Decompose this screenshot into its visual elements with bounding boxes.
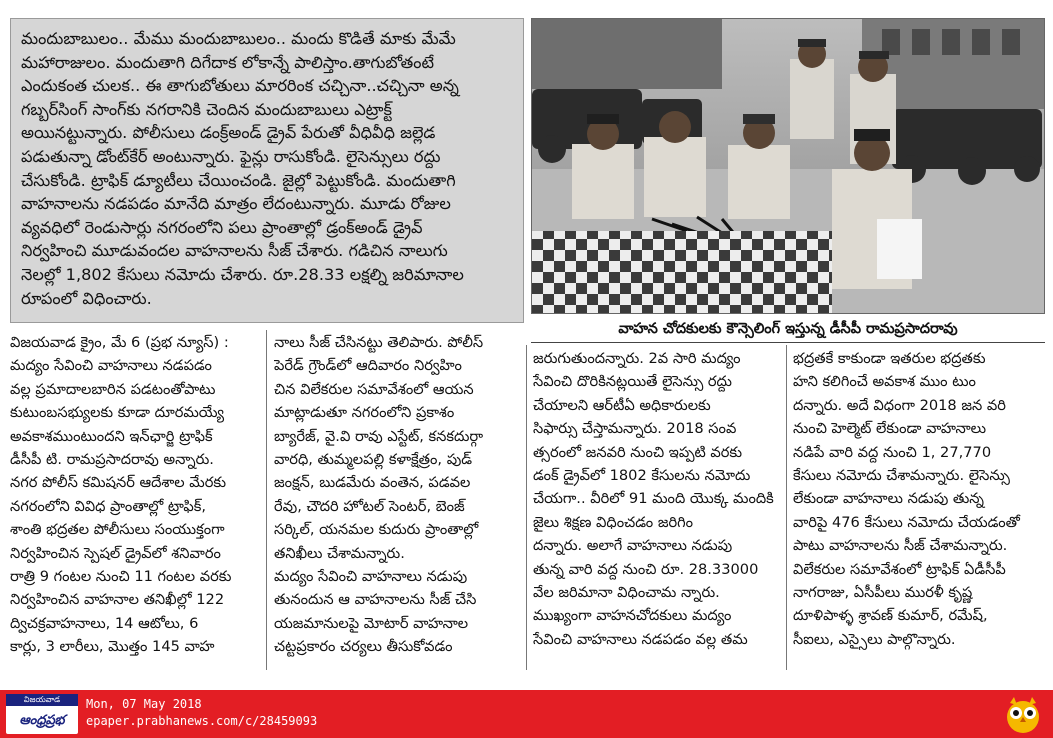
- intro-line: ఎందుకంత చులక.. ఈ తాగుబోతులు మారరింక చచ్చినా..చచ్చినా అన్న: [21, 76, 459, 96]
- article-line: కుటుంబసభ్యులకు కూడా దూరమయ్యే: [10, 404, 225, 422]
- intro-line: చేసుకోండి. ట్రాఫిక్ డ్యూటీలు చేయించండి. జైల్లో పెట్టుకోండి. మందుతాగి: [21, 170, 456, 190]
- article-line: విలేకరుల సమావేశంలో ట్రాఫిక్ ఏడీసీపీ: [793, 560, 1006, 578]
- intro-line: అయినట్టున్నారు. పోలీసులు డంక్ర్‌అండ్ డ్రైవ్ పేరుతో వీధివీధి జల్లెడ: [21, 123, 436, 143]
- article-line: భద్రతకే కాకుండా ఇతరుల భద్రతకు: [793, 350, 986, 367]
- article-line: కేసులు నమోదు చేశామన్నారు. లైసెన్సు: [793, 467, 1010, 485]
- article-line: జంక్షన్, బుడమేరు వంతెన, పడవల: [274, 474, 471, 492]
- article-line: మాట్లాడుతూ నగరంలోని ప్రకాశం: [274, 404, 455, 422]
- intro-line: నెలల్లో 1,802 కేసులు నమోదు చేశారు. రూ.28.33 లక్షల్ని జరిమానాల: [21, 264, 464, 284]
- article-line: తనిఖీలు చేశామన్నారు.: [274, 544, 405, 562]
- article-line: శాంతి భద్రతల పోలీసులు సంయుక్తంగా: [10, 521, 225, 539]
- caption-rule: [531, 342, 1045, 343]
- article-line: జరుగుతుందన్నారు. 2వ సారి మద్యం: [533, 350, 741, 367]
- article-line: నుంచి హెల్మెట్ లేకుండా వాహనాలు: [793, 420, 987, 438]
- article-line: మద్యం సేవించి వాహనాలు నడుపు: [274, 568, 468, 586]
- intro-line: వాహనాలను నడపడం మానేది మాత్రం లేదంటున్నారు. మూడు రోజుల: [21, 194, 451, 214]
- intro-line: మందుబాబులం.. మేము మందుబాబులం.. మందు కొడితే మాకు మేమే: [21, 29, 456, 48]
- article-line: కార్లు, 3 లారీలు, మొత్తం 145 వాహ: [10, 638, 215, 656]
- article-line: నిర్వహించిన స్పెషల్ డ్రైవ్‌లో శనివారం: [10, 544, 221, 562]
- edition-date: Mon, 07 May 2018: [86, 697, 202, 711]
- article-line: డంక్ డ్రైవ్‌లో 1802 కేసులను నమోదు: [533, 467, 751, 485]
- intro-line: నిర్వహించి మూడువందల వాహనాలను సీజ్ చేశారు. గడిచిన నాలుగు: [21, 241, 448, 261]
- article-line: చేయాలని ఆర్‌టీఏ అధికారులకు: [533, 396, 711, 414]
- article-line: చట్టప్రకారం చర్యలు తీసుకోవడం: [274, 638, 453, 656]
- article-column-4: [793, 347, 1045, 673]
- article-line: తున్న వారి వద్ద నుంచి రూ. 28.33000: [533, 560, 759, 578]
- article-line: పెరేడ్ గ్రౌండ్‌లో ఆదివారం నిర్వహిం: [274, 357, 462, 375]
- intro-line: పడుతున్నా డోంట్‌కేర్ అంటున్నారు. ఫైన్లు రాసుకోండి. లైసెన్సులు రద్దు: [21, 146, 441, 166]
- article-column-2: [274, 331, 522, 673]
- article-line: సిఫార్సు చేస్తామన్నారు. 2018 సంవ: [533, 420, 737, 438]
- intro-line: రూపంలో విధించారు.: [21, 288, 152, 308]
- article-line: నగర పోలీస్ కమిషనర్ ఆదేశాల మేరకు: [10, 474, 227, 492]
- article-line: సేవించి దొరికినట్లయితే లైసెన్సు రద్దు: [533, 373, 732, 391]
- intro-line: మహారాజులం. మందుతాగి దిగేదాక లోకాన్నే పాలిస్తాం.తాగుబోతంటే: [21, 52, 434, 72]
- article-line: డీసీపీ టి. రామప్రసాదరావు అన్నారు.: [10, 451, 214, 469]
- intro-box: [10, 18, 524, 323]
- article-line: జైలు శిక్షణ విధించడం జరిగిం: [533, 513, 694, 531]
- article-line: రేవు, చౌదరి హోటల్ సెంటర్, బెంజ్: [274, 497, 465, 515]
- article-line: నగరంలోని వివిధ ప్రాంతాల్లో ట్రాఫిక్,: [10, 497, 207, 515]
- article-line: తునందున ఆ వాహనాలను సీజ్ చేసి: [274, 591, 477, 609]
- article-line: లేకుండా వాహనాలు నడుపు తున్న: [793, 490, 984, 508]
- article-line: హని కలిగించే అవకాశ ముం టుం: [793, 373, 976, 391]
- article-line: యజమానులపై మోటార్ వాహనాల: [274, 614, 469, 632]
- article-line: అవకాశముంటుందని ఇన్‌ఛార్జి ట్రాఫిక్: [10, 427, 213, 445]
- logo-city: విజయవాడ: [6, 694, 78, 706]
- andhra-prabha-logo[interactable]: [6, 694, 78, 734]
- article-column-1: [10, 331, 260, 673]
- article-line: వారధి, తుమ్మలపల్లి కళాక్షేత్రం, పుడ్: [274, 451, 473, 469]
- owl-icon[interactable]: [1002, 693, 1044, 735]
- article-line: నిర్వహించిన వాహనాల తనిఖీల్లో 122: [10, 591, 225, 609]
- article-line: దన్నారు. అదే విధంగా 2018 జన వరి: [793, 396, 1006, 414]
- intro-line: గబ్బర్‌సింగ్ సాంగ్‌కు నగరానికి చెందిన మందుబాబులు ఎట్రాక్ట్: [21, 99, 393, 119]
- article-line: సీఐలు, ఎస్సైలు పాల్గొన్నారు.: [793, 630, 956, 648]
- article-line: రాత్రి 9 గంటల నుంచి 11 గంటల వరకు: [10, 568, 232, 586]
- article-line: సర్కిల్, యనమల కుదురు ప్రాంతాల్లో: [274, 521, 479, 539]
- article-line: వారిపై 476 కేసులు నమోదు చేయడంతో: [793, 513, 1020, 531]
- intro-paragraph: [11, 19, 523, 310]
- article-line: విజయవాడ క్రైం, మే 6 (ప్రభ న్యూస్) :: [10, 334, 229, 351]
- photo-caption: వాహన చోదకులకు కౌన్సెలింగ్ ఇస్తున్న డీసీపీ రామప్రసాదరావు: [618, 321, 958, 337]
- article-line: నడిపే వారి వద్ద నుంచి 1, 27,770: [793, 443, 992, 461]
- article-line: వేల జరిమానా విధించామ న్నారు.: [533, 584, 720, 602]
- article-line: పాటు వాహనాలను సీజ్ చేశామన్నారు.: [793, 537, 1008, 555]
- column-divider-2: [526, 345, 527, 670]
- article-line: నాలు సీజ్ చేసినట్టు తెలిపారు. పోలీస్: [274, 334, 484, 351]
- article-column-3: [533, 347, 781, 673]
- article-line: సేవించి వాహనాలు నడపడం వల్ల తమ: [533, 630, 748, 648]
- column-divider-3: [786, 345, 787, 670]
- article-line: వల్ల ప్రమాదాలబారిన పడటంతోపాటు: [10, 380, 216, 398]
- article-line: త్సరంలో జనవరి నుంచి ఇప్పటి వరకు: [533, 443, 743, 461]
- article-line: నాగరాజు, ఏసీపీలు మురళీ కృష్ణ: [793, 584, 973, 602]
- article-line: ముఖ్యంగా వాహనచోదకులు మద్యం: [533, 607, 732, 625]
- intro-line: వ్యవధిలో రెండుసార్లు నగరంలోని పలు ప్రాంతాల్లో డ్రంక్‌అండ్ డ్రైవ్: [21, 217, 423, 237]
- article-line: చేయగా.. వీరిలో 91 మంది యొక్క మందికి: [533, 490, 774, 508]
- article-line: దూళిపాళ్ళ శ్రావణ్ కుమార్, రమేష్,: [793, 607, 988, 625]
- article-line: బ్యారేజ్, వై.వి రావు ఎస్టేట్, కనకదుర్గా: [274, 427, 484, 445]
- news-photo: [531, 18, 1045, 314]
- article-line: చిన విలేకరుల సమావేశంలో ఆయన: [274, 380, 474, 398]
- article-line: ద్విచక్రవాహనాలు, 14 ఆటోలు, 6: [10, 614, 199, 632]
- article-line: దన్నారు. అలాగే వాహనాలు నడుపు: [533, 537, 733, 555]
- article-line: మద్యం సేవించి వాహనాలు నడపడం: [10, 357, 212, 375]
- press-conference-photo: [532, 19, 1044, 313]
- logo-name: ఆంధ్రప్రభ: [19, 713, 65, 728]
- epaper-url[interactable]: epaper.prabhanews.com/c/28459093: [86, 714, 318, 728]
- column-divider-1: [266, 330, 267, 670]
